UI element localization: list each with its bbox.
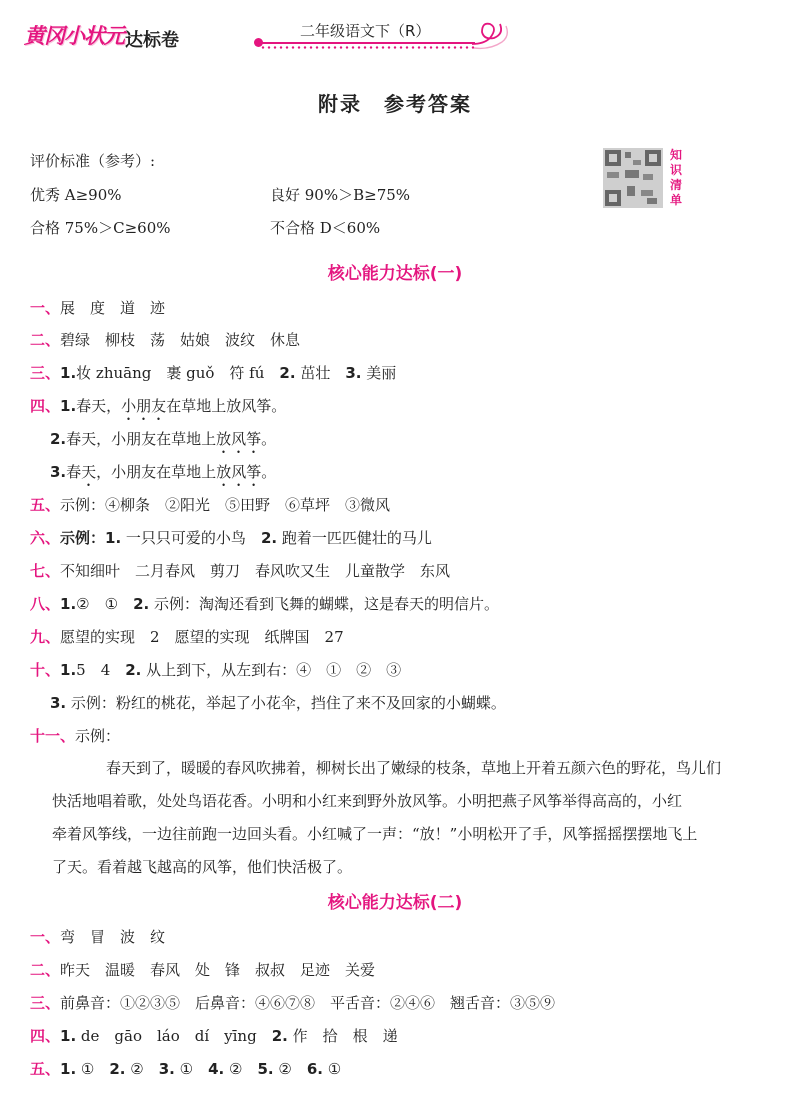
answer-row-2-4: 四、1. de gāo láo dí yīng 2. 作 拾 根 递 [30, 1027, 398, 1045]
swirl-ornament-icon [470, 18, 510, 52]
essay-line: 快活地唱着歌，处处鸟语花香。小明和小红来到野外放风筝。小明把燕子风筝举得高高的，小红 [52, 792, 683, 810]
brand-series: 达标卷 [125, 30, 179, 51]
answer-row-1-5: 五、示例：④柳条 ②阳光 ⑤田野 ⑥草坪 ③微风 [30, 496, 391, 514]
header-subject: 二年级语文下（R） [300, 22, 431, 40]
sample-essay [52, 752, 772, 884]
page-title [0, 88, 790, 117]
essay-line: 牵着风筝线，一边往前跑一边回头看。小红喊了一声：“放！”小明松开了手，风筝摇摇摆摆地飞上 [52, 825, 698, 843]
answer-row-1-10-3: 3. 示例：粉红的桃花，举起了小花伞，挡住了来不及回家的小蝴蝶。 [50, 694, 506, 712]
qr-label: 知识清单 [670, 148, 683, 207]
dotted-emphasis: 放风筝 [216, 430, 262, 448]
answer-row-2-5: 五、1. ① 2. ② 3. ① 4. ② 5. ② 6. ① [30, 1060, 342, 1078]
brand-logo: 黄冈小状元 [24, 24, 124, 48]
answer-row-2-3: 三、前鼻音：①②③⑤ 后鼻音：④⑥⑦⑧ 平舌音：②④⑥ 翘舌音：③⑤⑨ [30, 994, 556, 1012]
header-dotted-rule [260, 46, 475, 49]
dotted-emphasis: 小朋友 [121, 397, 167, 415]
answer-row-1-8: 八、1.② ① 2. 示例：淘淘还看到飞舞的蝴蝶，这是春天的明信片。 [30, 595, 499, 613]
answer-row-2-1: 一、弯 冒 波 纹 [30, 928, 166, 946]
answer-row-1-7: 七、不知细叶 二月春风 剪刀 春风吹又生 儿童散学 东风 [30, 562, 451, 580]
header-rule [260, 42, 475, 44]
answer-row-1-10: 十、1.5 4 2. 从上到下，从左到右：④ ① ② ③ [30, 661, 402, 679]
criteria-label: 评价标准（参考）: [30, 152, 156, 170]
criteria-fail: 不合格 D＜60% [270, 219, 381, 237]
criteria-excellent: 优秀 A≥90% [30, 186, 122, 204]
essay-line: 了天。看着越飞越高的风筝，他们快活极了。 [52, 858, 353, 876]
title-appendix: 附录 [318, 92, 362, 116]
answer-row-1-4: 四、1.春天，小朋友在草地上放风筝。 [30, 397, 287, 415]
answer-row-1-11: 十一、示例： [30, 727, 121, 745]
criteria-good: 良好 90%＞B≥75% [270, 186, 411, 204]
section-heading-1: 核心能力达标(一) [327, 264, 463, 284]
dotted-emphasis: 放风筝 [216, 463, 262, 481]
answer-row-1-3: 三、1.妆 zhuāng 裹 guǒ 符 fú 2. 茁壮 3. 美丽 [30, 364, 397, 382]
criteria-pass: 合格 75%＞C≥60% [30, 219, 171, 237]
section-heading-2: 核心能力达标(二) [327, 893, 463, 913]
answer-row-1-4-3: 3.春天，小朋友在草地上放风筝。 [50, 463, 277, 481]
answer-row-1-1: 一、展 度 道 迹 [30, 299, 166, 317]
qr-code-icon[interactable] [603, 148, 663, 208]
answer-row-1-9: 九、愿望的实现 2 愿望的实现 纸牌国 27 [30, 628, 344, 646]
answer-row-1-6: 六、示例：1. 一只只可爱的小鸟 2. 跑着一匹匹健壮的马儿 [30, 529, 432, 547]
essay-line: 春天到了，暖暖的春风吹拂着，柳树长出了嫩绿的枝条，草地上开着五颜六色的野花，鸟儿们 [106, 759, 722, 777]
dotted-emphasis: 天 [81, 463, 97, 481]
title-answers: 参考答案 [384, 92, 472, 116]
answer-row-2-2: 二、昨天 温暖 春风 处 锋 叔叔 足迹 关爱 [30, 961, 376, 979]
answer-row-1-4-2: 2.春天，小朋友在草地上放风筝。 [50, 430, 277, 448]
answer-row-1-2: 二、碧绿 柳枝 荡 姑娘 波纹 休息 [30, 331, 301, 349]
